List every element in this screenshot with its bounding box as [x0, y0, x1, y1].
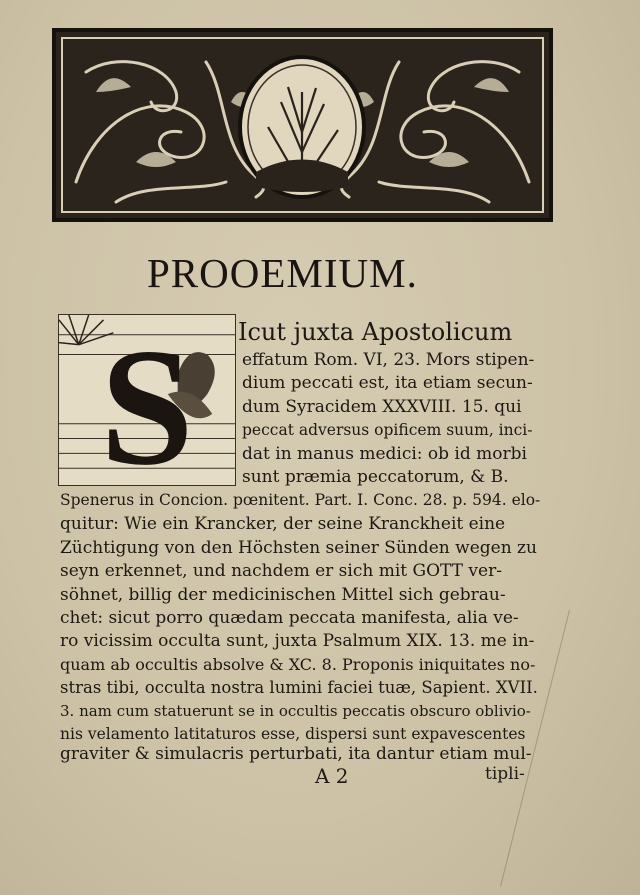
catchword: tipli-: [485, 764, 525, 784]
text-line: sunt præmia peccatorum, & B.: [242, 467, 509, 487]
drop-cap-letter: S: [100, 315, 194, 485]
signature-mark: A 2: [315, 764, 349, 788]
page-title: PROOEMIUM.: [147, 250, 418, 296]
text-line: seyn erkennet, und nachdem er sich mit GOTT ver-: [60, 561, 502, 581]
text-line: Spenerus in Concion. pœnitent. Part. I. Conc. 28. p. 594. elo-: [60, 491, 541, 509]
text-line: söhnet, billig der medicinischen Mittel sich gebrau-: [60, 585, 506, 605]
text-line: Züchtigung von den Höchsten seiner Sünden wegen zu: [60, 538, 537, 558]
text-line: quitur: Wie ein Krancker, der seine Kranckheit eine: [60, 514, 506, 534]
text-line: dat in manus medici: ob id morbi: [242, 444, 527, 464]
decorated-initial-s-icon: [59, 315, 235, 485]
text-line: peccat adversus opificem suum, inci-: [242, 421, 533, 439]
text-line: 3. nam cum statuerunt se in occultis peccatis obscuro oblivio-: [60, 702, 531, 720]
foliage-ornament-icon: [56, 32, 549, 218]
text-line: dium peccati est, ita etiam secun-: [242, 373, 533, 393]
text-line: quam ab occultis absolve & XC. 8. Proponis iniquitates no-: [60, 655, 536, 674]
text-line: stras tibi, occulta nostra lumini faciei tuæ, Sapient. XVII.: [60, 678, 538, 697]
text-line: Icut juxta Apostolicum: [238, 318, 513, 346]
ornamental-headpiece: [52, 28, 553, 222]
text-line: dum Syracidem XXXVIII. 15. qui: [242, 397, 522, 417]
text-line: nis velamento latitaturos esse, dispersi sunt expavescentes: [60, 725, 526, 743]
text-line: effatum Rom. VI, 23. Mors stipen-: [242, 350, 535, 370]
text-line: chet: sicut porro quædam peccata manifesta, alia ve-: [60, 608, 519, 628]
drop-cap-initial: [58, 314, 236, 486]
text-line: ro vicissim occulta sunt, juxta Psalmum XIX. 13. me in-: [60, 631, 535, 651]
text-line: graviter & simulacris perturbati, ita dantur etiam mul-: [60, 744, 532, 764]
